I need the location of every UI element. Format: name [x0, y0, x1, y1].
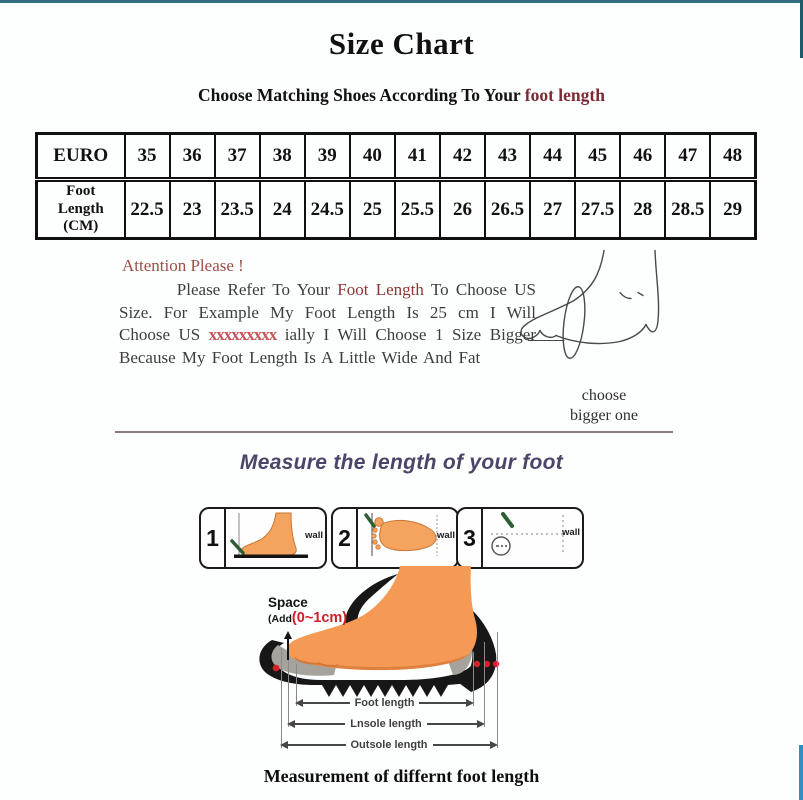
top-edge-accent — [0, 0, 803, 3]
outsole-length-arrow — [280, 738, 498, 752]
euro-size-cell: 40 — [350, 134, 395, 180]
euro-row-label: EURO — [37, 134, 125, 180]
attention-crossed-out-text: xxxxxxxxx — [208, 325, 277, 345]
euro-size-cell: 42 — [440, 134, 485, 180]
space-label — [268, 596, 347, 627]
space-add-prefix: (Add — [268, 613, 292, 626]
page-title: Size Chart — [328, 26, 475, 61]
section-divider — [115, 431, 673, 433]
attention-seg5: ially I Will Choose 1 Size Bigger Because My Foot Length Is A Little Wide And Fat — [119, 325, 537, 367]
choose-bigger-note — [548, 386, 660, 427]
pencil-icon — [503, 514, 512, 526]
foot-length-cell: 27.5 — [575, 180, 620, 239]
attention-block — [119, 256, 536, 369]
measure-step-2 — [331, 507, 459, 569]
measure-section-heading: Measure the length of your foot — [239, 451, 564, 474]
euro-size-cell: 38 — [260, 134, 305, 180]
insole-length-arrow — [287, 717, 485, 731]
guide-line — [484, 642, 485, 727]
attention-foot-length-highlight: Foot Length — [337, 280, 424, 299]
foot-sketch-illustration — [516, 247, 691, 375]
bottom-caption: Measurement of differnt foot length — [263, 766, 540, 786]
foot-length-cell: 27 — [530, 180, 575, 239]
guide-line — [497, 632, 498, 748]
foot-length-cell: 29 — [710, 180, 755, 239]
subtitle-highlight: foot length — [524, 85, 605, 105]
foot-length-cell: 25.5 — [395, 180, 440, 239]
subtitle — [0, 85, 803, 106]
foot-length-cell: 26.5 — [485, 180, 530, 239]
euro-size-cell: 39 — [305, 134, 350, 180]
attention-seg1: Please Refer To Your — [176, 280, 338, 299]
foot-length-row — [37, 180, 756, 239]
foot-length-cell: 26 — [440, 180, 485, 239]
size-chart-table — [35, 132, 757, 240]
measure-step-1 — [199, 507, 327, 569]
euro-size-cell: 36 — [170, 134, 215, 180]
foot-length-cell: 25 — [350, 180, 395, 239]
pencil-icon — [366, 515, 374, 526]
choose-note-line2: bigger one — [570, 407, 638, 425]
step-1-art — [226, 509, 325, 567]
step-2-art — [358, 509, 457, 567]
foot-length-cell: 23.5 — [215, 180, 260, 239]
pencil-icon — [232, 541, 243, 553]
attention-heading: Attention Please ! — [122, 256, 244, 275]
euro-size-cell: 45 — [575, 134, 620, 180]
foot-length-cell: 24 — [260, 180, 305, 239]
euro-row — [37, 134, 756, 180]
euro-size-cell: 43 — [485, 134, 530, 180]
euro-size-cell: 41 — [395, 134, 440, 180]
foot-length-arrow — [295, 696, 474, 710]
wall-label-2: wall — [437, 530, 455, 541]
measure-step-3 — [456, 507, 584, 569]
step-3-number: 3 — [458, 509, 483, 567]
foot-length-cell: 22.5 — [125, 180, 170, 239]
space-up-arrow — [287, 634, 289, 660]
wall-label-1: wall — [305, 530, 323, 541]
foot-length-arrow-label: Foot length — [354, 697, 415, 709]
euro-size-cell: 48 — [710, 134, 755, 180]
foot-length-row-label: Foot Length (CM) — [37, 180, 125, 239]
space-add-value: (0~1cm) — [291, 610, 348, 627]
foot-length-cell: 24.5 — [305, 180, 350, 239]
step-1-number: 1 — [201, 509, 226, 567]
wall-label-3: wall — [562, 527, 580, 538]
choose-note-line1: choose — [581, 387, 627, 404]
step-3-art — [483, 509, 582, 567]
space-label-word: Space — [268, 595, 308, 610]
step-2-number: 2 — [333, 509, 358, 567]
attention-paragraph — [119, 279, 536, 369]
euro-size-cell: 37 — [215, 134, 260, 180]
insole-length-arrow-label: Lnsole length — [350, 718, 422, 730]
attention-seg3: To Choose US Size. For Example My Foot Length Is 25 cm I Will Choose US — [119, 280, 536, 345]
euro-size-cell: 44 — [530, 134, 575, 180]
guide-line — [281, 648, 282, 748]
outsole-length-arrow-label: Outsole length — [350, 739, 428, 751]
foot-length-cell: 28 — [620, 180, 665, 239]
euro-size-cell: 46 — [620, 134, 665, 180]
foot-length-cell: 28.5 — [665, 180, 710, 239]
subtitle-text: Choose Matching Shoes According To Your — [198, 85, 525, 105]
foot-length-cell: 23 — [170, 180, 215, 239]
euro-size-cell: 35 — [125, 134, 170, 180]
euro-size-cell: 47 — [665, 134, 710, 180]
